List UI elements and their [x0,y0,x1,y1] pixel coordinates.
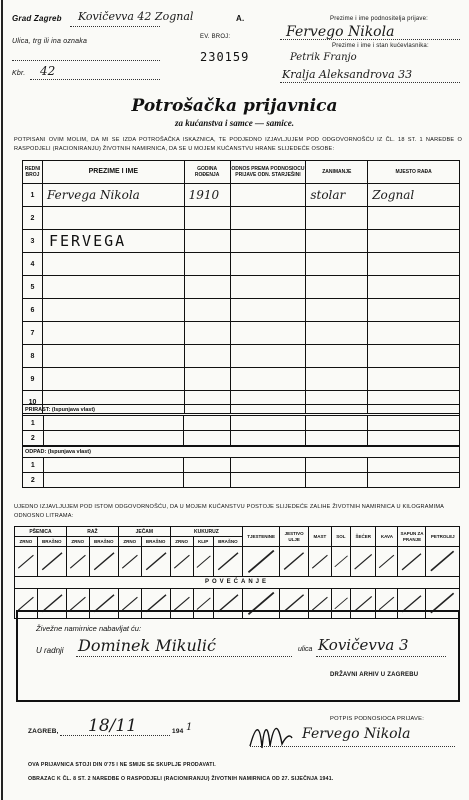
extra-row-cell [306,416,368,431]
stock-value-cell [66,547,89,577]
footer-year-suffix: 1 [186,722,193,733]
stock-value-cell [426,547,460,577]
row-name [42,276,184,299]
row-year: 1910 [184,184,230,207]
stock-item-header: PETROLEJ [426,527,460,547]
extra-row-cell [230,431,306,446]
odpad-section [22,446,460,488]
extra-row-cell [230,416,306,431]
stock-value-cell [331,547,350,577]
row-number: 1 [23,184,43,207]
stock-value-cell [89,547,118,577]
row-year [184,345,230,368]
row-birthplace [368,322,460,345]
row-occupation [306,299,368,322]
row-name [42,207,184,230]
row-relation [230,345,306,368]
signature-scribble [246,716,296,756]
person-row [23,345,460,368]
stock-sub-header: KLIP [193,537,213,547]
row-number: 3 [23,230,43,253]
stock-value-cell [170,547,193,577]
shop-street: Kovičevva 3 [318,636,409,654]
extra-row [23,416,460,431]
shop-label: Živežne namirnice nabavljat ću: [36,624,142,633]
stock-sub-header: ZRNO [15,537,38,547]
extra-row-cell [43,431,184,446]
row-occupation [306,207,368,230]
row-relation [230,299,306,322]
stock-group-header: JEČAM [118,527,170,537]
stock-value-cell [141,547,170,577]
stock-sub-header: BRAŠNO [37,537,66,547]
signature-label: POTPIS PODNOSIOCA PRIJAVE: [330,716,424,722]
row-number: 2 [23,207,43,230]
row-relation [230,253,306,276]
row-name [42,322,184,345]
extra-row-number: 2 [23,431,44,446]
city-label: Grad Zagreb [12,14,62,23]
form-subtitle: za kućanstva i samce — samice. [175,118,294,128]
stock-value-cell [376,547,398,577]
persons-table [22,160,460,414]
row-relation [230,230,306,253]
row-year [184,299,230,322]
ev-label: EV. BROJ: [200,34,231,40]
person-row [23,253,460,276]
stock-sub-header: ZRNO [66,537,89,547]
stock-value-cell [15,547,38,577]
stock-sub-header: BRAŠNO [213,537,242,547]
extra-row-cell [306,458,368,473]
row-relation [230,322,306,345]
row-occupation [306,253,368,276]
street-handwritten: Kovičevva 42 Zognal [78,10,194,23]
applicant-label: Prezime i ime podnositelja prijave: [330,16,429,22]
extra-row-cell [230,458,306,473]
stock-value-cell [213,547,242,577]
row-occupation: stolar [306,184,368,207]
povecanje-label: POVEĆANJE [15,576,460,588]
extra-row-cell [368,431,460,446]
row-year [184,276,230,299]
row-year [184,207,230,230]
stock-item-header: ŠEĆER [351,527,376,547]
extra-row [23,473,460,488]
stock-sub-header: ZRNO [170,537,193,547]
row-name: Fervega Nikola [42,184,184,207]
row-number: 10 [23,391,43,414]
footer-note-form: OBRAZAC K ČL. 8 ST. 2 NAREDBE O RASPODJELI (RACIONIRANJU) ŽIVOTNIH NAMIRNICA OD 27. SIJEČNJA 1941. [28,776,334,782]
extra-row-cell [306,473,368,488]
footer-note-price: OVA PRIJAVNICA STOJI DIN 0'75 I NE SMIJE SE SKUPLJE PRODAVATI. [28,762,216,768]
odpad-label: ODPAD: (Ispunjava vlast) [23,447,460,458]
extra-row-cell [306,431,368,446]
extra-row-cell [43,473,184,488]
row-birthplace [368,230,460,253]
person-row [23,276,460,299]
intro-text: POTPISANI OVIM MOLIM, DA MI SE IZDA POTROŠAČKA ISKAZNICA, TE PODJEDNO IZJAVLJUJEM POD ODGOVORNOŠĆU IZ ČL. 18 ST. 1 NAREDBE O RASPODJELI (RACIONIRANJU) ŽIVOTNIH NAMIRNICA, DA SE U MOJEM KUĆANSTVU HRANE SLIJEDEĆE OSOBE: [14,137,462,152]
col-godina: GODINA ROĐENJA [184,161,230,184]
ev-number: 230159 [200,50,250,64]
row-year [184,322,230,345]
extra-row-number: 1 [23,458,44,473]
footer-date: 18/11 [88,716,137,736]
stock-table [14,526,460,619]
extra-row-cell [184,473,230,488]
row-birthplace [368,207,460,230]
extra-row-cell [184,416,230,431]
stock-value-cell [37,547,66,577]
row-number: 8 [23,345,43,368]
col-odnos: ODNOS PREMA PODNOSIOCU PRIJAVE ODN. STARJEŠINI [230,161,306,184]
person-row [23,299,460,322]
stock-group-header: KUKURUZ [170,527,242,537]
extra-row-cell [43,458,184,473]
stock-value-cell [118,547,141,577]
person-row [23,207,460,230]
row-number: 9 [23,368,43,391]
extra-row-cell [368,473,460,488]
footer-city: ZAGREB, [28,728,59,735]
row-occupation [306,230,368,253]
extra-row-cell [43,416,184,431]
street-label: Ulica, trg ili ina oznaka [12,38,88,45]
row-number: 4 [23,253,43,276]
col-mjesto: MJESTO RAĐA [368,161,460,184]
prirast-label: PRIRAST: (Ispunjava vlast) [23,405,460,416]
row-birthplace [368,299,460,322]
person-row [23,184,460,207]
row-name: FERVEGA [42,230,184,253]
person-row [23,230,460,253]
row-birthplace [368,276,460,299]
stock-item-header: JESTIVO ULJE [280,527,309,547]
row-occupation [306,368,368,391]
prirast-section [22,404,460,446]
extra-row [23,431,460,446]
kbr-label: Kbr. [12,70,26,77]
stock-value-cell [243,547,280,577]
extra-row-cell [368,416,460,431]
col-zanimanje: ZANIMANJE [306,161,368,184]
stock-value-cell [309,547,332,577]
row-name [42,299,184,322]
landlord-label: Prezime i ime i stan kućevlasnika: [332,43,429,49]
row-occupation [306,276,368,299]
row-number: 7 [23,322,43,345]
row-year [184,230,230,253]
row-year [184,368,230,391]
row-relation [230,184,306,207]
row-occupation [306,345,368,368]
row-relation [230,207,306,230]
row-relation [230,276,306,299]
row-birthplace [368,345,460,368]
extra-row-number: 1 [23,416,44,431]
extra-row-cell [230,473,306,488]
person-row [23,368,460,391]
stock-value-cell [280,547,309,577]
col-redni-broj: REDNI BROJ [23,161,43,184]
stock-sub-header: ZRNO [118,537,141,547]
row-birthplace: Zognal [368,184,460,207]
stock-item-header: TJESTENINE [243,527,280,547]
form-title: Potrošačka prijavnica [131,96,338,116]
stock-value-cell [193,547,213,577]
extra-row-number: 2 [23,473,44,488]
kbr-value: 42 [40,64,56,78]
extra-row-cell [184,458,230,473]
shop-u-radnji: U radnji [36,646,64,655]
signature-value: Fervego Nikola [302,726,411,742]
stock-item-header: SAPUN ZA PRANJE [398,527,426,547]
row-number: 6 [23,299,43,322]
stock-value-cell [398,547,426,577]
extra-row-cell [184,431,230,446]
footer-year-prefix: 194 [172,728,184,735]
stock-sub-header: BRAŠNO [141,537,170,547]
stock-item-header: KAVA [376,527,398,547]
extra-row-cell [368,458,460,473]
stock-value-cell [351,547,376,577]
stock-group-header: PŠENICA [15,527,67,537]
a-label: A. [236,14,245,23]
person-row [23,322,460,345]
row-year [184,253,230,276]
stock-sub-header: BRAŠNO [89,537,118,547]
shop-ulica-label: ulica [298,646,313,653]
row-occupation [306,322,368,345]
row-relation [230,368,306,391]
row-name [42,345,184,368]
row-birthplace [368,368,460,391]
row-number: 5 [23,276,43,299]
col-prezime-ime: PREZIME I IME [42,161,184,184]
shop-box [16,610,460,702]
applicant-value: Fervego Nikola [286,24,395,40]
row-birthplace [368,253,460,276]
stock-group-header: RAŽ [66,527,118,537]
stock-text: UJEDNO IZJAVLJUJEM POD ISTOM ODGOVORNOŠĆU, DA U MOJEM KUĆANSTVU POSTOJE SLIJEDEĆE ZALIHE ŽIVOTNIH NAMIRNICA U KILOGRAMIMA ODNOSNO LITRAMA: [14,504,444,519]
landlord-address: Kralja Aleksandrova 33 [282,68,413,81]
extra-row [23,458,460,473]
row-name [42,368,184,391]
stock-item-header: MAST [309,527,332,547]
row-name [42,253,184,276]
shop-name: Dominek Mikulić [78,636,216,655]
landlord-name: Petrik Franjo [290,52,357,63]
stock-item-header: SOL [331,527,350,547]
archive-stamp: DRŽAVNI ARHIV U ZAGREBU [330,672,419,678]
